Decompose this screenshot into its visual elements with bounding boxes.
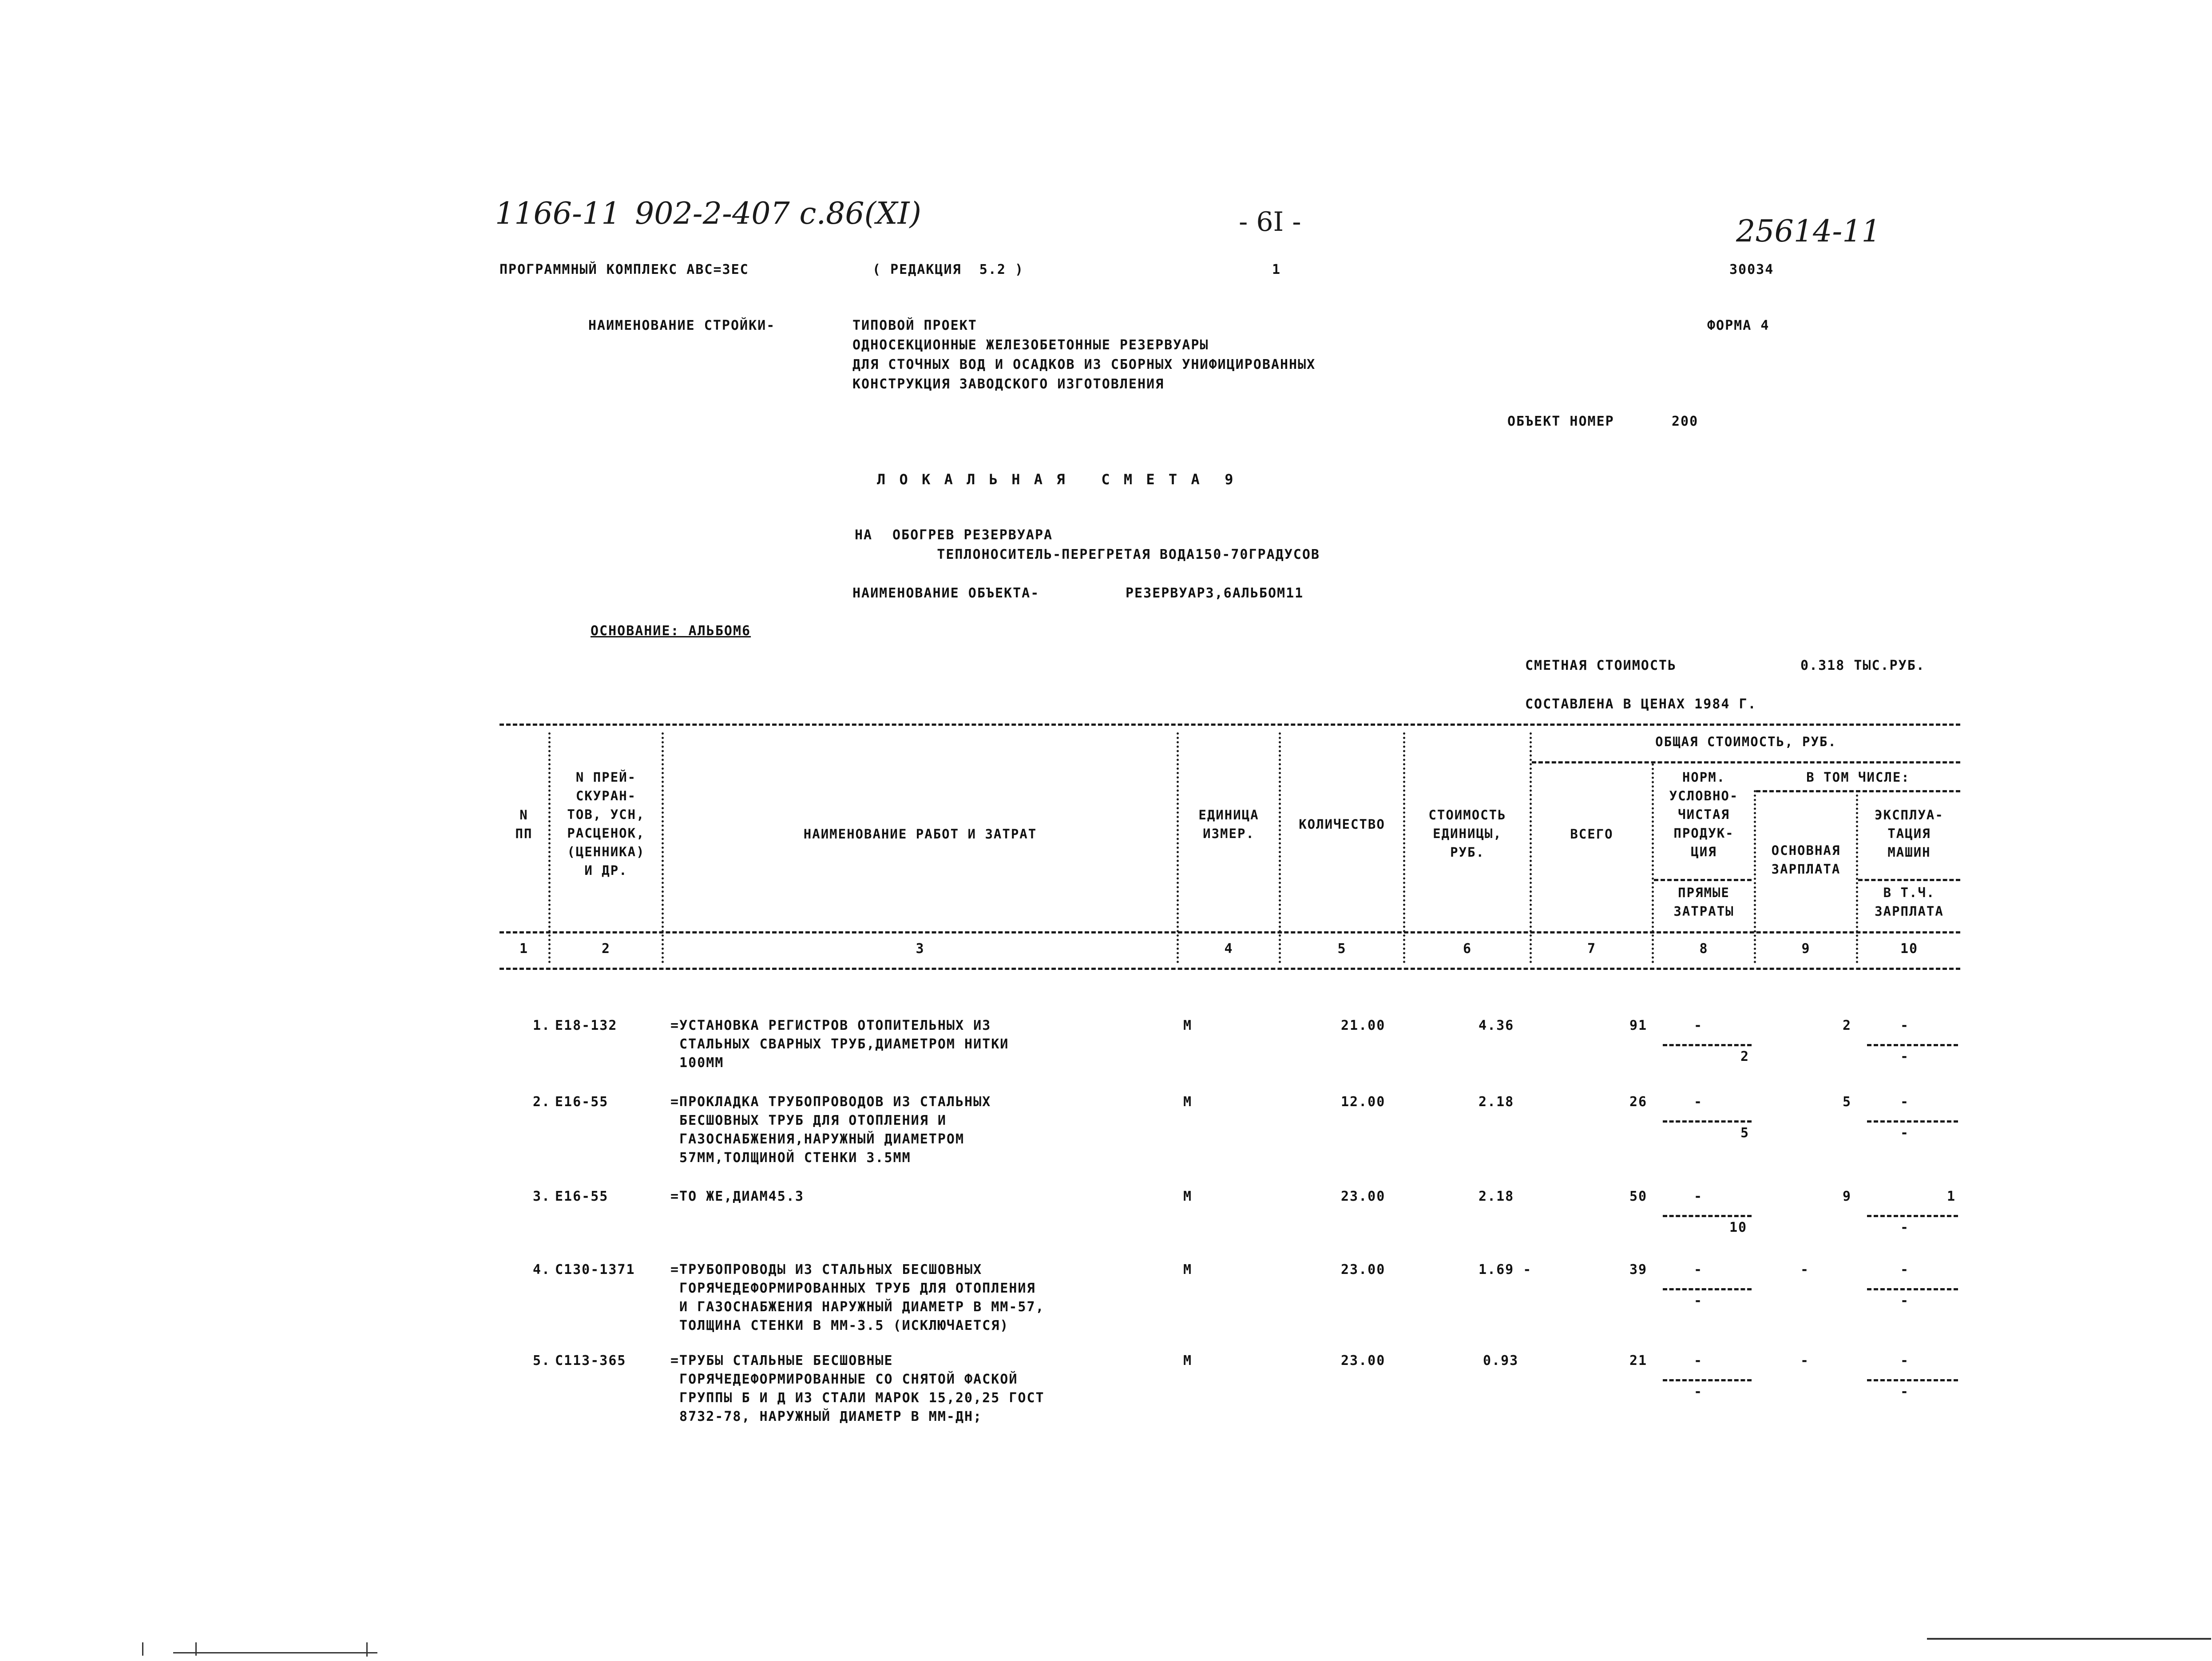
col-number: 2: [601, 941, 611, 957]
row-code: Е16-55: [555, 1189, 609, 1204]
row-machine-operation: -: [1900, 1094, 1910, 1110]
cell-split: [1867, 1379, 1958, 1381]
cell-split: [1867, 1288, 1958, 1290]
row-machine-operation: -: [1900, 1353, 1910, 1368]
row-number: 1.: [533, 1018, 551, 1033]
scan-artifact: [1927, 1638, 2211, 1640]
row-net-production: -: [1694, 1094, 1703, 1110]
scan-artifact: [195, 1642, 197, 1656]
col-number: 6: [1463, 941, 1472, 957]
col-number: 10: [1900, 941, 1919, 957]
sheet-number: 1: [1272, 262, 1281, 277]
basis: ОСНОВАНИЕ: АЛЬБОМ6: [591, 623, 751, 639]
program-edition: ( РЕДАКЦИЯ 5.2 ): [872, 262, 1024, 277]
row-base-salary: -: [1800, 1262, 1810, 1277]
cell-split: [1663, 1120, 1752, 1123]
row-work-name: =ТРУБЫ СТАЛЬНЫЕ БЕСШОВНЫЕ ГОРЯЧЕДЕФОРМИРОВАННЫЕ СО СНЯТОЙ ФАСКОЙ ГРУППЫ Б И Д ИЗ СТАЛИ МАРОК 15,20,25 ГОСТ 8732-78, НАРУЖНЫЙ ДИАМЕТР В ММ-ДН;: [670, 1353, 1045, 1424]
form-number: ФОРМА 4: [1707, 318, 1770, 333]
row-quantity: 23.00: [1341, 1189, 1386, 1204]
scan-artifact: [366, 1642, 368, 1657]
col-sep: [1177, 732, 1179, 963]
row-total: 39: [1629, 1262, 1648, 1277]
row-unit-cost: 2.18: [1479, 1094, 1514, 1110]
col-number: 5: [1337, 941, 1347, 957]
col-number: 4: [1224, 941, 1233, 957]
row-number: 5.: [533, 1353, 551, 1368]
row-machine-operation: -: [1900, 1018, 1910, 1033]
col-number: 1: [519, 941, 529, 957]
cell-split: [1867, 1120, 1958, 1123]
row-incl-salary: -: [1900, 1293, 1910, 1309]
row-quantity: 21.00: [1341, 1018, 1386, 1033]
row-incl-salary: -: [1900, 1384, 1910, 1400]
row-unit: М: [1183, 1353, 1193, 1368]
incl-group-rule: [1756, 790, 1960, 792]
row-incl-salary: -: [1900, 1125, 1910, 1141]
header-net-production: НОРМ. УСЛОВНО- ЧИСТАЯ ПРОДУК- ЦИЯ: [1669, 770, 1739, 859]
row-code: Е18-132: [555, 1018, 618, 1033]
row-incl-salary: -: [1900, 1049, 1910, 1064]
header-n: N ПП: [515, 807, 533, 841]
header-work-name: НАИМЕНОВАНИЕ РАБОТ И ЗАТРАТ: [803, 827, 1037, 842]
cell-split: [1663, 1215, 1752, 1217]
row-unit: М: [1183, 1094, 1193, 1110]
row-net-production: -: [1694, 1018, 1703, 1033]
row-code: Е16-55: [555, 1094, 609, 1110]
estimate-for-label: НА: [855, 527, 873, 543]
row-net-production: -: [1694, 1189, 1703, 1204]
row-direct-costs: 2: [1740, 1049, 1750, 1064]
row-direct-costs: -: [1694, 1384, 1703, 1400]
row-net-production: -: [1694, 1353, 1703, 1368]
row-code: С130-1371: [555, 1262, 635, 1277]
row-base-salary: -: [1800, 1353, 1810, 1368]
table-top-rule: [499, 724, 1960, 726]
header-price-list: N ПРЕЙ- СКУРАН- ТОВ, УСН, РАСЦЕНОК, (ЦЕННИКА) И ДР.: [567, 770, 645, 878]
estimated-cost-label: СМЕТНАЯ СТОИМОСТЬ: [1525, 658, 1677, 673]
row-incl-salary: -: [1900, 1220, 1910, 1235]
handwritten-right-code: 25614-11: [1736, 214, 1881, 249]
c8-split-rule: [1654, 879, 1752, 881]
row-unit-cost: 2.18: [1479, 1189, 1514, 1204]
row-quantity: 12.00: [1341, 1094, 1386, 1110]
header-quantity: КОЛИЧЕСТВО: [1299, 817, 1385, 832]
cell-split: [1663, 1044, 1752, 1046]
header-total: ВСЕГО: [1570, 827, 1613, 842]
row-unit-cost: 4.36: [1479, 1018, 1514, 1033]
row-code: С113-365: [555, 1353, 626, 1368]
row-unit: М: [1183, 1018, 1193, 1033]
table-numbers-rule: [499, 968, 1960, 970]
row-work-name: =ТРУБОПРОВОДЫ ИЗ СТАЛЬНЫХ БЕСШОВНЫХ ГОРЯЧЕДЕФОРМИРОВАННЫХ ТРУБ ДЛЯ ОТОПЛЕНИЯ И ГАЗОСНАБЖЕНИЯ НАРУЖНЫЙ ДИАМЕТР В ММ-57, ТОЛЩИНА СТЕНКИ В ММ-3.5 (ИСКЛЮЧАЕТСЯ): [670, 1262, 1045, 1333]
handwritten-project-code: 902-2-407 с.86(XI): [635, 196, 921, 231]
page-number: - 6I -: [1239, 206, 1301, 237]
row-unit-cost: 1.69 -: [1479, 1262, 1532, 1277]
col-number: 3: [916, 941, 925, 957]
table-header-rule: [499, 931, 1960, 933]
cell-split: [1867, 1215, 1958, 1217]
row-total: 50: [1629, 1189, 1648, 1204]
estimate-for-value: ОБОГРЕВ РЕЗЕРВУАРА ТЕПЛОНОСИТЕЛЬ-ПЕРЕГРЕТАЯ ВОДА150-70ГРАДУСОВ: [892, 527, 1320, 562]
cell-split: [1867, 1044, 1958, 1046]
header-total-cost-group: ОБЩАЯ СТОИМОСТЬ, РУБ.: [1655, 734, 1837, 749]
col-number: 8: [1699, 941, 1709, 957]
col-sep: [1530, 732, 1532, 963]
row-base-salary: 5: [1843, 1094, 1852, 1110]
row-direct-costs: -: [1694, 1293, 1703, 1309]
construction-name-value: ТИПОВОЙ ПРОЕКТ ОДНОСЕКЦИОННЫЕ ЖЕЛЕЗОБЕТОННЫЕ РЕЗЕРВУАРЫ ДЛЯ СТОЧНЫХ ВОД И ОСАДКОВ ИЗ СБОРНЫХ УНИФИЦИРОВАННЫХ КОНСТРУКЦИЯ ЗАВОДСКОГО ИЗГОТОВЛЕНИЯ: [852, 318, 1316, 392]
col-number: 7: [1587, 941, 1597, 957]
row-direct-costs: 10: [1729, 1220, 1748, 1235]
handwritten-left-code: 1166-11: [495, 196, 621, 231]
cell-split: [1663, 1379, 1752, 1381]
row-unit-cost: 0.93: [1483, 1353, 1519, 1368]
row-total: 26: [1629, 1094, 1648, 1110]
row-base-salary: 2: [1843, 1018, 1852, 1033]
program-name: ПРОГРАММНЫЙ КОМПЛЕКС АВС=3ЕС: [499, 262, 749, 277]
row-net-production: -: [1694, 1262, 1703, 1277]
c10-split-rule: [1858, 879, 1960, 881]
col-sep: [662, 732, 664, 963]
object-number-label: ОБЪЕКТ НОМЕР: [1507, 414, 1614, 429]
scan-artifact: [142, 1642, 143, 1656]
header-including-group: В ТОМ ЧИСЛЕ:: [1806, 770, 1910, 785]
row-direct-costs: 5: [1740, 1125, 1750, 1141]
row-machine-operation: -: [1900, 1262, 1910, 1277]
row-total: 21: [1629, 1353, 1648, 1368]
row-total: 91: [1629, 1018, 1648, 1033]
row-number: 3.: [533, 1189, 551, 1204]
object-name-value: РЕЗЕРВУАР3,6АЛЬБОМ11: [1126, 585, 1304, 601]
row-work-name: =УСТАНОВКА РЕГИСТРОВ ОТОПИТЕЛЬНЫХ ИЗ СТАЛЬНЫХ СВАРНЫХ ТРУБ,ДИАМЕТРОМ НИТКИ 100ММ: [670, 1018, 1009, 1071]
col-sep: [1279, 732, 1281, 963]
row-machine-operation: 1: [1947, 1189, 1956, 1204]
header-machine-operation: ЭКСПЛУА- ТАЦИЯ МАШИН: [1875, 807, 1944, 860]
header-unit-cost: СТОИМОСТЬ ЕДИНИЦЫ, РУБ.: [1428, 807, 1506, 860]
row-unit: М: [1183, 1189, 1193, 1204]
header-base-salary: ОСНОВНАЯ ЗАРПЛАТА: [1771, 843, 1841, 877]
col-number: 9: [1801, 941, 1811, 957]
doc-code: 30034: [1729, 262, 1774, 277]
row-work-name: =ПРОКЛАДКА ТРУБОПРОВОДОВ ИЗ СТАЛЬНЫХ БЕСШОВНЫХ ТРУБ ДЛЯ ОТОПЛЕНИЯ И ГАЗОСНАБЖЕНИЯ,НАРУЖНЫЙ ДИАМЕТРОМ 57ММ,ТОЛЩИНОЙ СТЕНКИ 3.5ММ: [670, 1094, 991, 1166]
row-unit: М: [1183, 1262, 1193, 1277]
row-quantity: 23.00: [1341, 1353, 1386, 1368]
prices-basis: СОСТАВЛЕНА В ЦЕНАХ 1984 Г.: [1525, 696, 1757, 712]
estimated-cost-value: 0.318 ТЫС.РУБ.: [1800, 658, 1925, 673]
object-number-value: 200: [1672, 414, 1699, 429]
total-group-rule: [1532, 761, 1960, 763]
header-unit: ЕДИНИЦА ИЗМЕР.: [1198, 807, 1259, 841]
row-quantity: 23.00: [1341, 1262, 1386, 1277]
object-name-label: НАИМЕНОВАНИЕ ОБЪЕКТА-: [852, 585, 1040, 601]
row-work-name: =ТО ЖЕ,ДИАМ45.3: [670, 1189, 804, 1204]
cell-split: [1663, 1288, 1752, 1290]
row-number: 2.: [533, 1094, 551, 1110]
document-title: Л О К А Л Ь Н А Я С М Е Т А 9: [877, 471, 1236, 488]
row-base-salary: 9: [1843, 1189, 1852, 1204]
row-number: 4.: [533, 1262, 551, 1277]
header-incl-salary: В Т.Ч. ЗАРПЛАТА: [1875, 885, 1944, 919]
construction-name-label: НАИМЕНОВАНИЕ СТРОЙКИ-: [588, 318, 776, 333]
scan-artifact: [173, 1652, 377, 1653]
header-direct-costs: ПРЯМЫЕ ЗАТРАТЫ: [1673, 885, 1734, 919]
